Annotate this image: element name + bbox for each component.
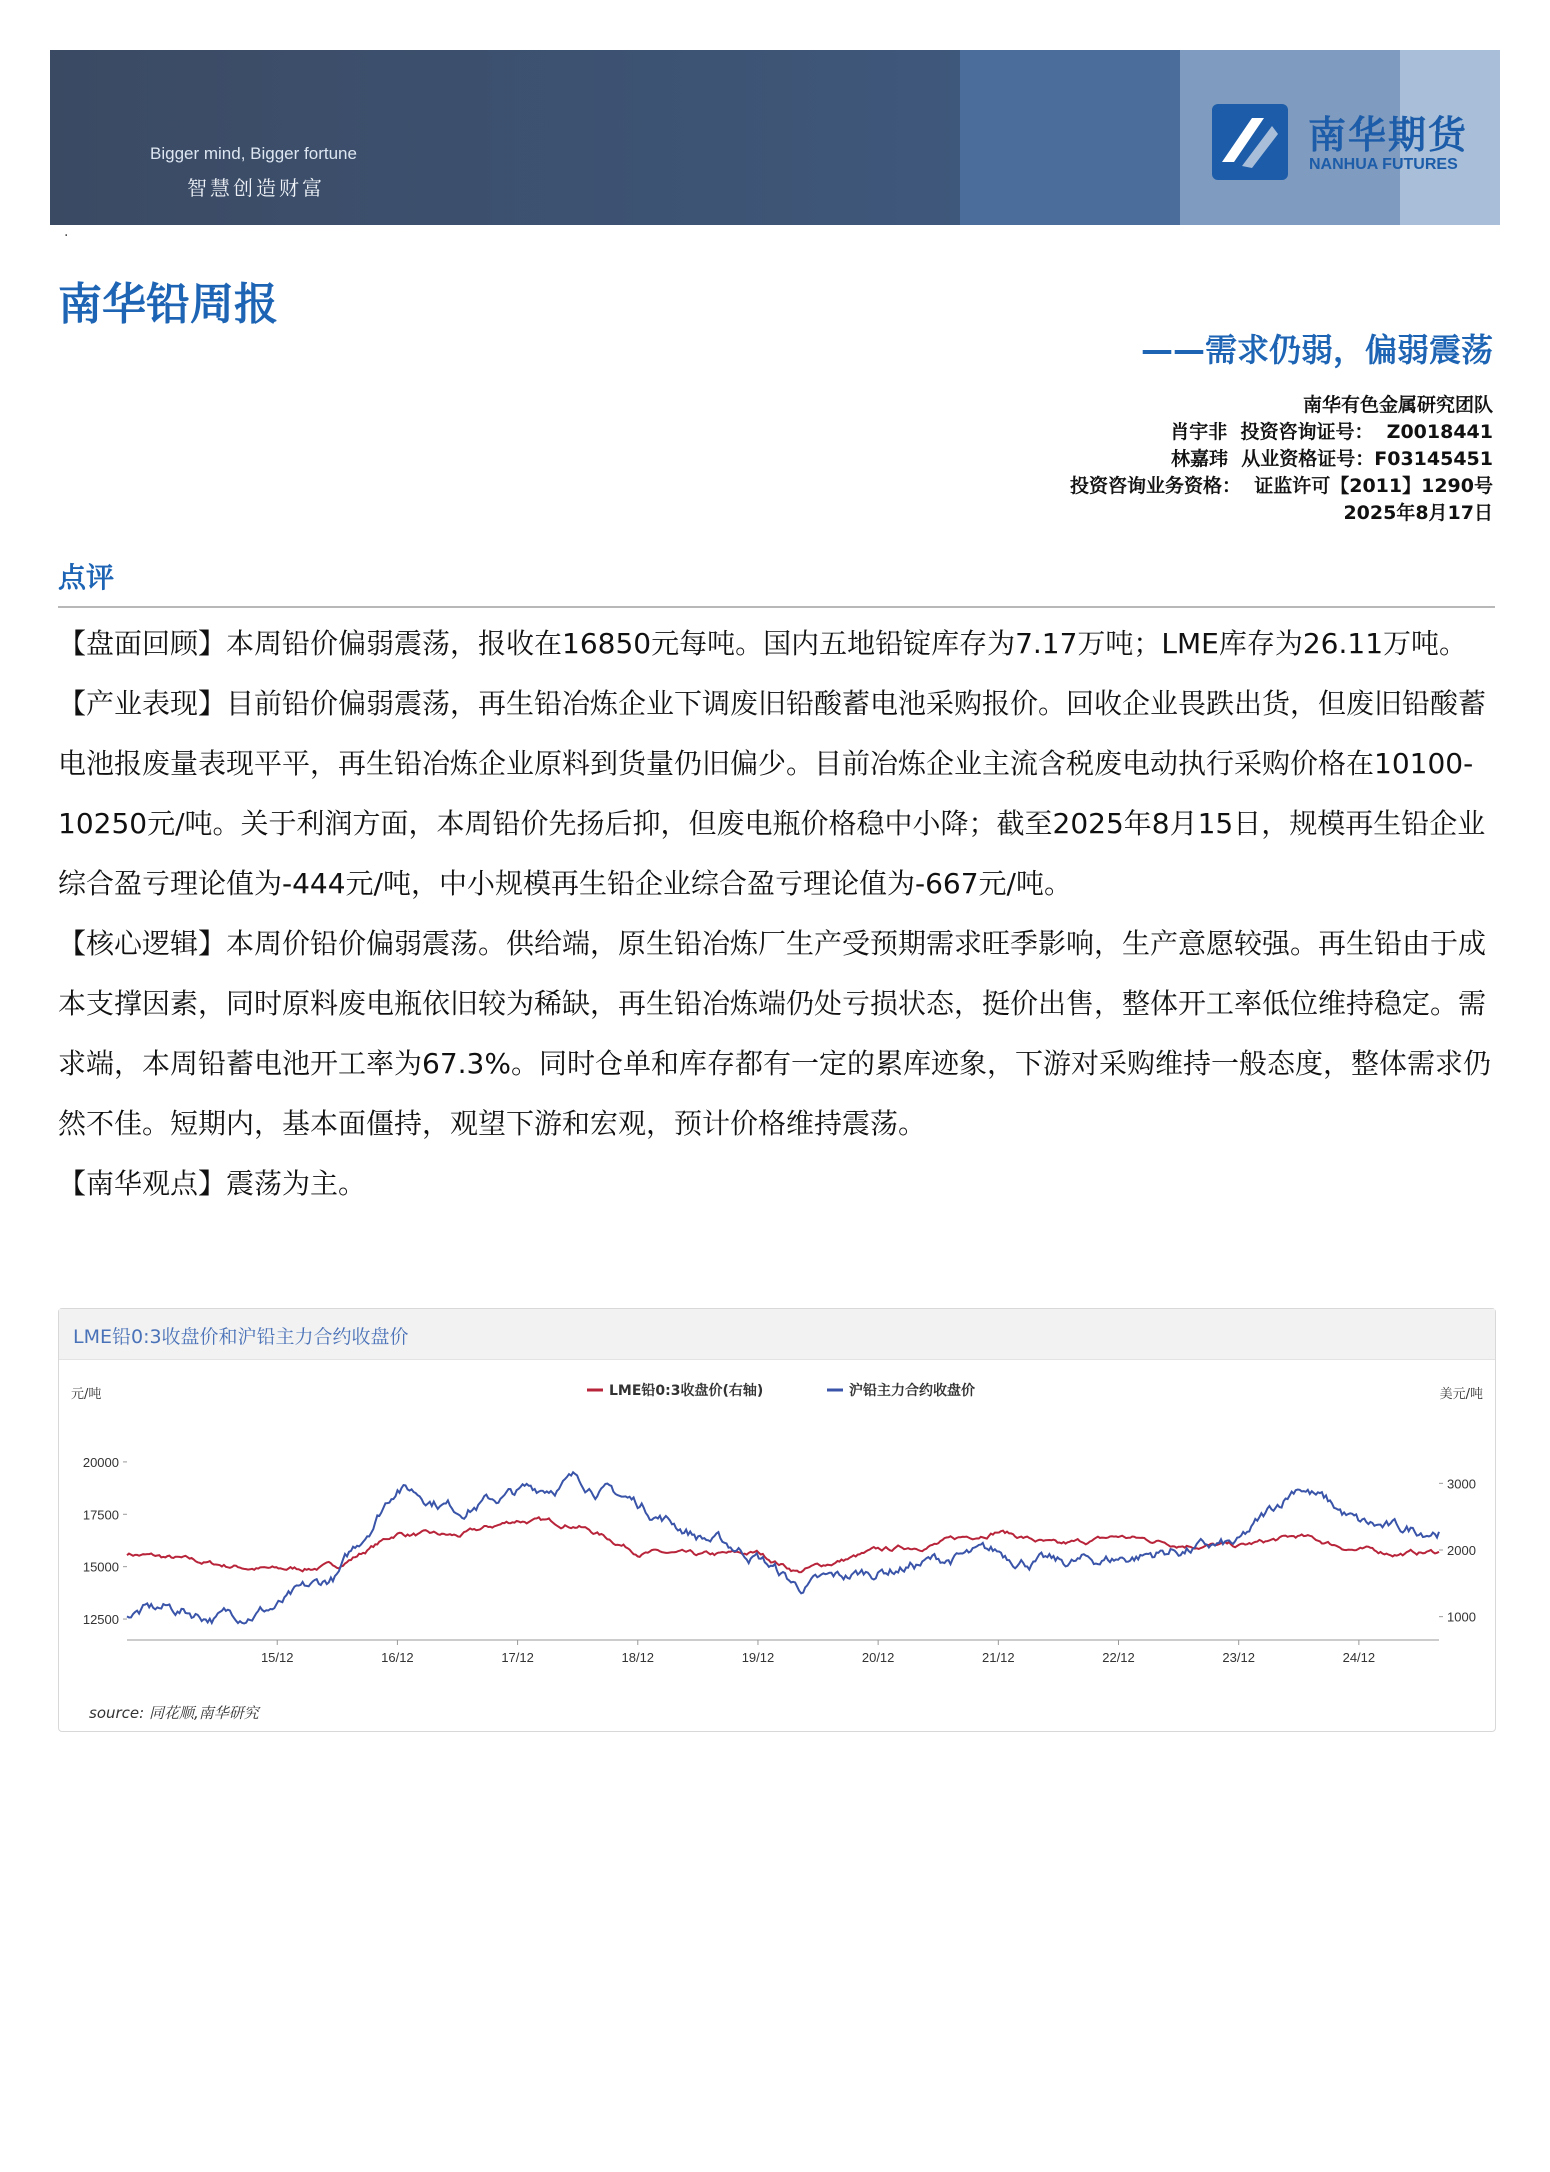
author-line: 肖宇非 投资咨询证号： Z0018441 (1170, 421, 1493, 443)
banner-band (960, 50, 1180, 225)
shfe-series-line (127, 1472, 1439, 1623)
license-line: 投资咨询业务资格： 证监许可【2011】1290号 (1070, 475, 1493, 497)
chart-source: source: 同花顺,南华研究 (89, 1704, 259, 1722)
x-tick-label: 16/12 (381, 1650, 414, 1665)
stray-dot: · (64, 228, 69, 244)
commentary-body (58, 614, 1498, 1214)
y-left-tick-label: 17500 (82, 1507, 119, 1523)
x-tick-label: 20/12 (861, 1650, 895, 1665)
x-tick-label: 15/12 (260, 1650, 294, 1665)
y-left-tick-label: 20000 (82, 1454, 119, 1470)
y-right-unit: 美元/吨 (1439, 1387, 1483, 1402)
header-banner (50, 50, 1500, 225)
x-tick-label: 23/12 (1222, 1650, 1255, 1665)
y-right-tick-label: 3000 (1447, 1476, 1476, 1492)
paragraph-view: 【南华观点】震荡为主。 (58, 1167, 367, 1200)
tagline-en: Bigger mind, Bigger fortune (150, 144, 357, 163)
chart-title: LME铅0:3收盘价和沪铅主力合约收盘价 (73, 1326, 409, 1348)
section-divider (58, 606, 1495, 608)
tagline-cn: 智慧创造财富 (187, 176, 325, 200)
x-tick-label: 17/12 (501, 1650, 534, 1665)
paragraph-review: 【盘面回顾】本周铅价偏弱震荡，报收在16850元每吨。国内五地铅锭库存为7.17万吨；LME库存为26.11万吨。 (58, 627, 1468, 660)
section-heading: 点评 (58, 561, 115, 594)
report-subtitle: ——需求仍弱，偏弱震荡 (1140, 331, 1493, 369)
y-right-tick-label: 1000 (1447, 1609, 1476, 1625)
y-left-tick-label: 15000 (82, 1559, 119, 1575)
x-tick-label: 18/12 (621, 1650, 655, 1665)
report-meta (1070, 392, 1493, 527)
logo-text-cn: 南华期货 (1308, 113, 1469, 157)
y-left-tick-label: 12500 (82, 1612, 119, 1628)
nanhua-logo-icon (1212, 104, 1288, 180)
paragraph-industry: 【产业表现】目前铅价偏弱震荡，再生铅冶炼企业下调废旧铅酸蓄电池采购报价。回收企业畏跌出货，但废旧铅酸蓄电池报废量表现平平，再生铅冶炼企业原料到货量仍旧偏少。目前冶炼企业主流含税废电动执行采购价格在10100-10250元/吨。关于利润方面，本周铅价先扬后抑，但废电瓶价格稳中小降；截至2025年8月15日，规模再生铅企业综合盈亏理论值为-444元/吨，中小规模再生铅企业综合盈亏理论值为-667元/吨。 (58, 687, 1487, 900)
paragraph-logic: 【核心逻辑】本周价铅价偏弱震荡。供给端，原生铅冶炼厂生产受预期需求旺季影响，生产意愿较强。再生铅由于成本支撑因素，同时原料废电瓶依旧较为稀缺，再生铅冶炼端仍处亏损状态，挺价出售，整体开工率低位维持稳定。需求端，本周铅蓄电池开工率为67.3%。同时仓单和库存都有一定的累库迹象，下游对采购维持一般态度，整体需求仍然不佳。短期内，基本面僵持，观望下游和宏观，预计价格维持震荡。 (58, 927, 1491, 1140)
y-right-tick-label: 2000 (1447, 1543, 1476, 1558)
chart-panel (58, 1308, 1496, 1732)
report-date: 2025年8月17日 (1343, 502, 1493, 524)
x-tick-label: 24/12 (1342, 1650, 1376, 1665)
x-tick-label: 19/12 (741, 1650, 775, 1665)
x-tick-label: 22/12 (1102, 1650, 1135, 1665)
logo-text-en: NANHUA FUTURES (1309, 156, 1458, 173)
report-title: 南华铅周报 (58, 279, 278, 330)
author-line: 林嘉玮 从业资格证号：F03145451 (1171, 448, 1493, 470)
y-left-unit: 元/吨 (71, 1387, 102, 1402)
lme-series-line (127, 1517, 1439, 1572)
research-team: 南华有色金属研究团队 (1302, 394, 1493, 416)
price-chart (59, 1360, 1495, 1700)
legend-lme-label: LME铅0:3收盘价(右轴) (609, 1383, 764, 1399)
x-tick-label: 21/12 (982, 1650, 1015, 1665)
legend-shfe-label: 沪铅主力合约收盘价 (849, 1383, 975, 1399)
